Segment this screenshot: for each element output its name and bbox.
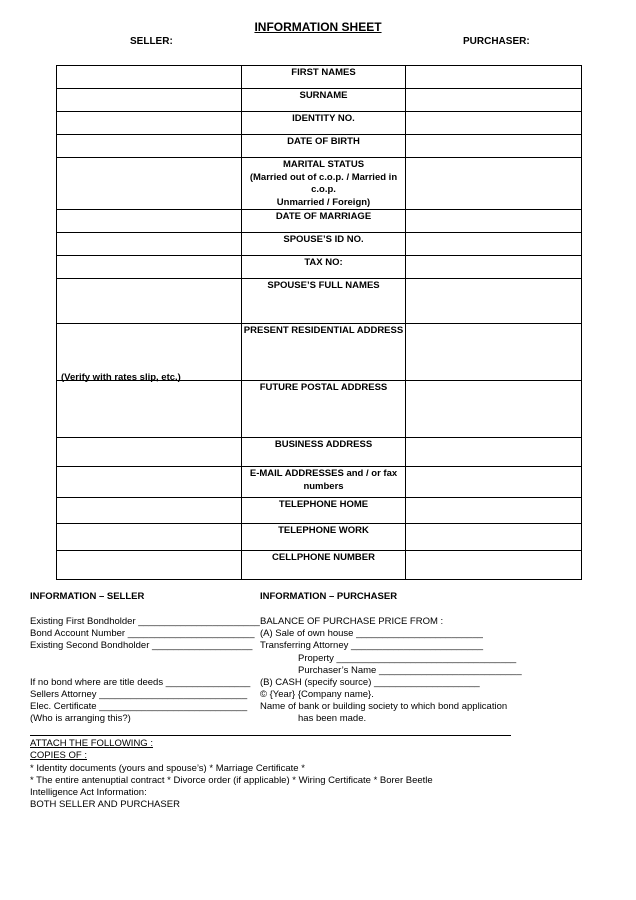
purchaser-balance-heading: BALANCE OF PURCHASE PRICE FROM : <box>260 616 444 627</box>
attach-line-3: Intelligence Act Information: <box>30 787 147 798</box>
purchaser-value-cell[interactable] <box>406 467 582 498</box>
field-label <box>242 438 406 467</box>
purchaser-value-cell[interactable] <box>406 135 582 158</box>
seller-value-cell[interactable] <box>57 467 242 498</box>
information-table <box>56 65 582 580</box>
table-row <box>57 158 582 210</box>
seller-who-arranging: (Who is arranging this?) <box>30 713 131 724</box>
field-label-text: TELEPHONE HOME <box>278 499 369 510</box>
seller-value-cell[interactable] <box>57 279 242 324</box>
field-label <box>242 381 406 438</box>
purchaser-value-cell[interactable] <box>406 438 582 467</box>
field-label <box>242 467 406 498</box>
seller-first-bondholder: Existing First Bondholder _______________________ <box>30 616 260 627</box>
seller-value-cell[interactable] <box>57 381 242 438</box>
table-row <box>57 381 582 438</box>
seller-section-heading: INFORMATION – SELLER <box>30 591 145 602</box>
seller-attorney: Sellers Attorney ____________________________ <box>30 689 248 700</box>
seller-value-cell[interactable] <box>57 256 242 279</box>
field-label-text: PRESENT RESIDENTIAL ADDRESS <box>243 325 404 336</box>
purchaser-value-cell[interactable] <box>406 89 582 112</box>
table-row <box>57 135 582 158</box>
copyright-notice: © {Year} {Company name}. <box>260 689 374 700</box>
field-label-text: IDENTITY NO. <box>292 113 355 124</box>
seller-bond-account: Bond Account Number ________________________ <box>30 628 255 639</box>
seller-elec-certificate: Elec. Certificate ____________________________ <box>30 701 248 712</box>
verify-note: (Verify with rates slip, etc.) <box>61 372 181 382</box>
seller-title-deeds: If no bond where are title deeds ________________ <box>30 677 251 688</box>
purchaser-value-cell[interactable] <box>406 381 582 438</box>
page-title: INFORMATION SHEET <box>254 20 382 34</box>
seller-value-cell[interactable] <box>57 438 242 467</box>
purchaser-value-cell[interactable] <box>406 256 582 279</box>
field-label <box>242 112 406 135</box>
field-label <box>242 256 406 279</box>
purchaser-value-cell[interactable] <box>406 279 582 324</box>
seller-value-cell[interactable] <box>57 135 242 158</box>
purchaser-value-cell[interactable] <box>406 210 582 233</box>
purchaser-section-heading: INFORMATION – PURCHASER <box>260 591 398 602</box>
seller-value-cell[interactable] <box>57 89 242 112</box>
table-row <box>57 89 582 112</box>
purchaser-value-cell[interactable] <box>406 66 582 89</box>
table-row <box>57 498 582 524</box>
purchaser-value-cell[interactable] <box>406 524 582 551</box>
divider-line <box>30 735 511 736</box>
field-label <box>242 89 406 112</box>
field-label-text: TELEPHONE WORK <box>278 525 369 536</box>
field-label-text: BUSINESS ADDRESS <box>274 439 373 450</box>
table-row <box>57 233 582 256</box>
seller-value-cell[interactable] <box>57 498 242 524</box>
field-label <box>242 324 406 381</box>
table-row <box>57 467 582 498</box>
field-label-text: SPOUSE’S ID NO. <box>283 234 364 245</box>
purchaser-name: Purchaser’s Name ___________________________ <box>298 665 522 676</box>
table-row <box>57 210 582 233</box>
attach-line-1: * Identity documents (yours and spouse’s) * Marriage Certificate * <box>30 763 305 774</box>
seller-value-cell[interactable] <box>57 210 242 233</box>
seller-heading: SELLER: <box>130 36 173 47</box>
field-label-text: SPOUSE’S FULL NAMES <box>267 280 380 291</box>
purchaser-value-cell[interactable] <box>406 551 582 580</box>
purchaser-property: Property __________________________________ <box>298 653 517 664</box>
table-row <box>57 324 582 381</box>
purchaser-value-cell[interactable] <box>406 324 582 381</box>
seller-value-cell[interactable] <box>57 324 242 381</box>
purchaser-value-cell[interactable] <box>406 112 582 135</box>
attach-line-4: BOTH SELLER AND PURCHASER <box>30 799 180 810</box>
purchaser-bank-name: Name of bank or building society to which bond application <box>260 701 508 712</box>
seller-value-cell[interactable] <box>57 158 242 210</box>
field-label <box>242 551 406 580</box>
purchaser-cash: (B) CASH (specify source) ____________________ <box>260 677 480 688</box>
field-label <box>242 210 406 233</box>
seller-value-cell[interactable] <box>57 524 242 551</box>
seller-value-cell[interactable] <box>57 112 242 135</box>
purchaser-value-cell[interactable] <box>406 498 582 524</box>
field-label-text: FIRST NAMES <box>291 67 356 78</box>
purchaser-transferring-attorney: Transferring Attorney _________________________ <box>260 640 484 651</box>
attach-heading: ATTACH THE FOLLOWING : <box>30 738 153 749</box>
table-row <box>57 551 582 580</box>
purchaser-value-cell[interactable] <box>406 233 582 256</box>
purchaser-bank-name-cont: has been made. <box>298 713 367 724</box>
seller-value-cell[interactable] <box>57 551 242 580</box>
field-label <box>242 279 406 324</box>
field-label <box>242 524 406 551</box>
table-row <box>57 524 582 551</box>
seller-second-bondholder: Existing Second Bondholder ___________________ <box>30 640 253 651</box>
purchaser-value-cell[interactable] <box>406 158 582 210</box>
table-row <box>57 256 582 279</box>
table-row <box>57 112 582 135</box>
field-label-text: SURNAME <box>299 90 348 101</box>
field-label-text: MARITAL STATUS (Married out of c.o.p. / Married in c.o.p. Unmarried / Foreign) <box>249 159 398 208</box>
seller-value-cell[interactable] <box>57 66 242 89</box>
field-label-text: TAX NO: <box>304 257 343 268</box>
table-row <box>57 438 582 467</box>
field-label-text: CELLPHONE NUMBER <box>272 552 375 563</box>
table-row <box>57 66 582 89</box>
field-label <box>242 135 406 158</box>
field-label <box>242 498 406 524</box>
field-label <box>242 66 406 89</box>
field-label <box>242 233 406 256</box>
purchaser-heading: PURCHASER: <box>463 36 530 47</box>
copies-of-heading: COPIES OF : <box>30 750 88 761</box>
field-label-text: FUTURE POSTAL ADDRESS <box>259 382 388 393</box>
attach-line-2: * The entire antenuptial contract * Divorce order (if applicable) * Wiring Certificate * Borer Beetle <box>30 775 433 786</box>
field-label <box>242 158 406 210</box>
field-label-text: E-MAIL ADDRESSES and / or fax numbers <box>249 468 398 492</box>
table-row <box>57 279 582 324</box>
field-label-text: DATE OF BIRTH <box>287 136 360 147</box>
purchaser-sale-own-house: (A) Sale of own house ________________________ <box>260 628 483 639</box>
field-label-text: DATE OF MARRIAGE <box>275 211 372 222</box>
seller-value-cell[interactable] <box>57 233 242 256</box>
